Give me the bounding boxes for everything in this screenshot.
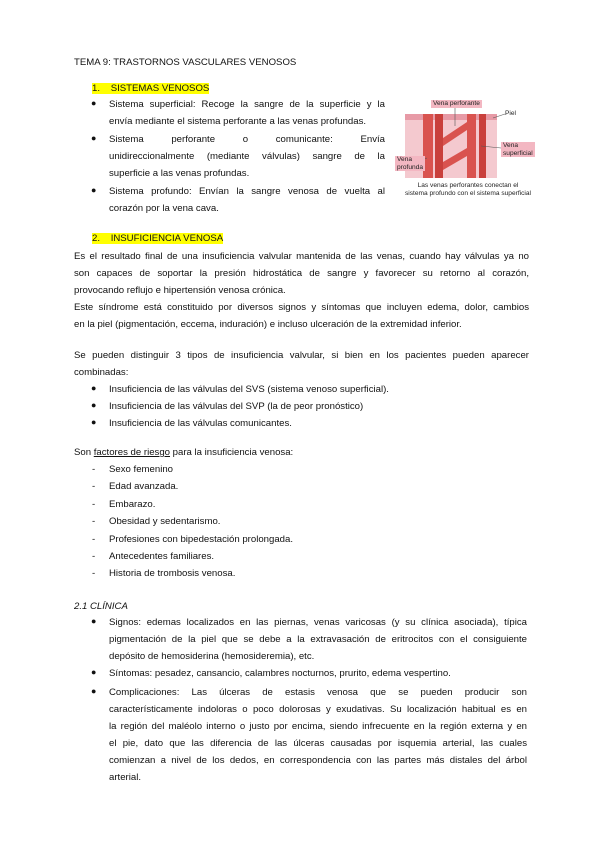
text-line: característicamente indoloras o poco dolorosas y exudativas. Su localización habitual es en bbox=[109, 704, 527, 715]
bullet-sistema-perforante bbox=[109, 131, 385, 182]
section-1-heading bbox=[92, 80, 209, 97]
paragraph-definition bbox=[74, 248, 529, 299]
text-line: arterial. bbox=[109, 772, 141, 783]
text-span: Son bbox=[74, 447, 94, 458]
document-title: TEMA 9: TRASTORNOS VASCULARES VENOSOS bbox=[74, 57, 297, 68]
factores-riesgo-link: factores de riesgo bbox=[93, 447, 171, 458]
text-line: pigmentación de la piel que se debe a la extravasación de eritrocitos con el consiguiente bbox=[109, 634, 527, 645]
paragraph-tipos bbox=[74, 347, 529, 381]
list-item bbox=[92, 531, 392, 548]
dash-icon: - bbox=[92, 498, 96, 510]
label-line: profunda bbox=[397, 163, 424, 171]
label-piel: Piel bbox=[505, 110, 516, 117]
bullet-icon: ● bbox=[91, 400, 97, 410]
text-line: Signos: edemas localizados en las piernas, venas varicosas (y su clínica asociada), típica bbox=[109, 617, 527, 628]
section-1-number: 1. bbox=[92, 83, 101, 94]
label-vena-profunda bbox=[395, 156, 425, 171]
text-span: para la insuficiencia venosa: bbox=[170, 447, 294, 458]
section-1-title: SISTEMAS VENOSOS bbox=[110, 83, 210, 94]
text-line: superficie a las venas profundas. bbox=[109, 168, 250, 179]
bullet-sistema-profundo bbox=[109, 183, 385, 217]
text-line: en la piel (pigmentación, eccema, induración) e incluso ulceración de la extremidad inferior. bbox=[74, 319, 462, 330]
section-2-1-heading: 2.1 CLÍNICA bbox=[74, 601, 128, 612]
text-line: Este síndrome está constituido por diversos signos y síntomas que incluyen edema, dolor, cambios bbox=[74, 302, 529, 313]
bullet-icon: ● bbox=[91, 417, 97, 427]
text-line: corazón por la vena cava. bbox=[109, 203, 219, 214]
paragraph-sindrome bbox=[74, 299, 529, 333]
dash-icon: - bbox=[92, 464, 96, 475]
label-vena-superficial bbox=[501, 142, 535, 157]
text-line: son capaces de soportar la presión hidrostática de sangre y favorecer su retorno al corazón, bbox=[74, 268, 529, 279]
text-line: envía mediante el sistema perforante a las venas profundas. bbox=[109, 116, 367, 127]
text-line: la región del maléolo interno o justo por encima, siendo infrecuente en la región externa y en bbox=[109, 721, 527, 732]
bullet-signos bbox=[109, 614, 527, 665]
factor-text: Embarazo. bbox=[109, 498, 156, 510]
dash-icon: - bbox=[92, 533, 96, 545]
list-item bbox=[92, 461, 392, 478]
list-item bbox=[92, 478, 392, 495]
list-item bbox=[92, 513, 392, 530]
tipo-item: Insuficiencia de las válvulas del SVS (sistema venoso superficial). bbox=[109, 384, 389, 395]
list-item bbox=[92, 496, 392, 513]
bullet-sintomas: Síntomas: pesadez, cansancio, calambres nocturnos, prurito, edema vespertino. bbox=[109, 668, 451, 679]
text-line: Sistema profundo: Envían la sangre venosa de vuelta al bbox=[109, 186, 385, 197]
text-line: comienzan a nivel de los dedos, en correspondencia con las partes más distales del árbol bbox=[109, 755, 527, 766]
bullet-icon: ● bbox=[91, 98, 97, 108]
text-line: el pie, dato que las diferencia de las úlceras causadas por isquemia arterial, las cuales bbox=[109, 738, 527, 749]
riesgo-intro bbox=[74, 444, 293, 461]
bullet-sistema-superficial bbox=[109, 96, 385, 130]
list-item bbox=[92, 565, 392, 582]
deep-vein-2 bbox=[435, 114, 443, 178]
factor-text: Sexo femenino bbox=[109, 464, 173, 475]
text-line: provocando reflujo e hipertensión venosa crónica. bbox=[74, 285, 286, 296]
tipo-item: Insuficiencia de las válvulas del SVP (la de peor pronóstico) bbox=[109, 401, 364, 412]
bullet-icon: ● bbox=[91, 383, 97, 393]
dash-icon: - bbox=[92, 516, 96, 528]
label-line: Vena bbox=[503, 142, 519, 149]
venous-system-figure bbox=[393, 98, 543, 202]
label-line: Vena bbox=[397, 156, 413, 163]
bullet-icon: ● bbox=[91, 185, 97, 195]
caption-line: Las venas perforantes conectan el bbox=[417, 182, 519, 189]
factor-text: Antecedentes familiares. bbox=[109, 550, 215, 562]
text-line: unidireccionalmente (mediante válvulas) sangre de la bbox=[109, 151, 385, 162]
bullet-icon: ● bbox=[91, 133, 97, 143]
superficial-vein bbox=[467, 114, 476, 178]
tipo-item: Insuficiencia de las válvulas comunicantes. bbox=[109, 418, 292, 429]
caption-line: sistema profundo con el sistema superficial bbox=[404, 190, 532, 197]
text-line: Complicaciones: Las úlceras de estasis venosa que se pueden producir son bbox=[109, 687, 527, 698]
figure-caption bbox=[387, 182, 549, 198]
section-2-number: 2. bbox=[92, 233, 101, 244]
section-2-heading bbox=[92, 230, 223, 247]
text-line: Sistema perforante o comunicante: Envía bbox=[109, 134, 385, 145]
text-line: Es el resultado final de una insuficiencia valvular mantenida de las venas, cuando hay válvulas ya no bbox=[74, 251, 529, 262]
text-line: Se pueden distinguir 3 tipos de insuficiencia valvular, si bien en los pacientes pueden aparecer bbox=[74, 350, 529, 361]
text-line: combinadas: bbox=[74, 367, 129, 378]
bullet-icon: ● bbox=[91, 686, 97, 696]
factor-text: Historia de trombosis venosa. bbox=[109, 568, 236, 580]
factor-text: Obesidad y sedentarismo. bbox=[109, 516, 221, 528]
text-line: depósito de hemosiderina (hemosideremia), etc. bbox=[109, 651, 315, 662]
bullet-complicaciones bbox=[109, 684, 527, 786]
list-item bbox=[92, 548, 392, 565]
factores-list bbox=[92, 461, 392, 583]
dash-icon: - bbox=[92, 550, 96, 562]
bullet-icon: ● bbox=[91, 667, 97, 677]
section-2-title: INSUFICIENCIA VENOSA bbox=[110, 233, 224, 244]
dash-icon: - bbox=[92, 481, 96, 493]
text-line: Sistema superficial: Recoge la sangre de la superficie y la bbox=[109, 99, 385, 110]
label-line: superficial bbox=[503, 149, 533, 157]
factor-text: Profesiones con bipedestación prolongada. bbox=[109, 533, 294, 545]
dash-icon: - bbox=[92, 568, 96, 580]
bullet-icon: ● bbox=[91, 616, 97, 626]
factor-text: Edad avanzada. bbox=[109, 481, 179, 493]
label-vena-perforante: Vena perforante bbox=[433, 100, 480, 107]
